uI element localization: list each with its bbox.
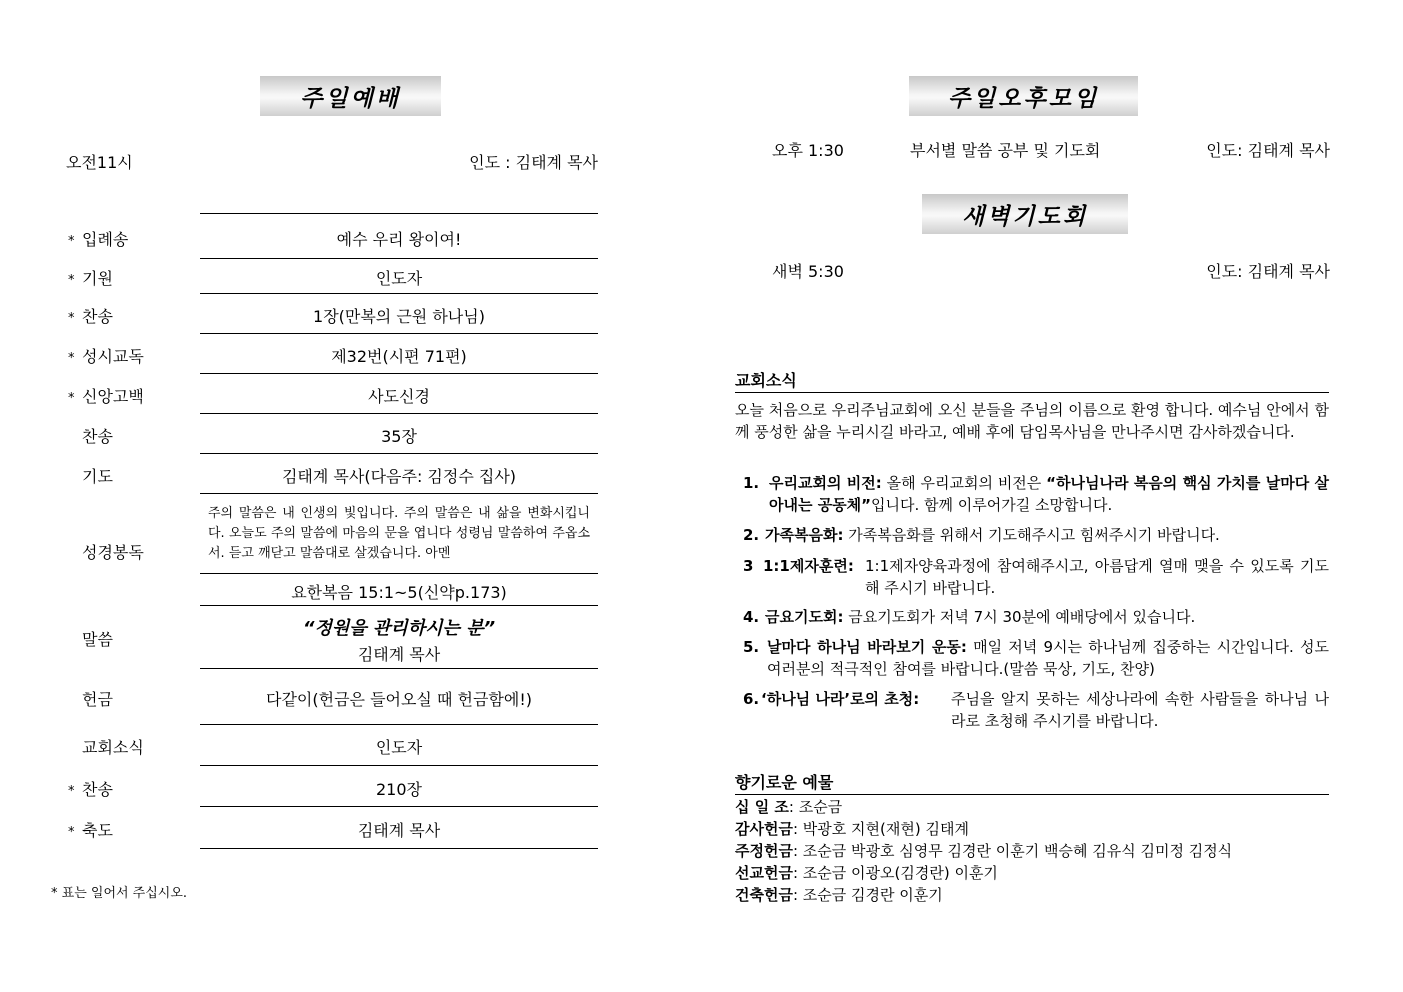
sermon-title: “정원을 관리하시는 분” bbox=[302, 618, 496, 639]
order-value-benediction: 김태계 목사 bbox=[357, 821, 441, 840]
order-label-hymn-2: 찬송 bbox=[82, 427, 113, 446]
order-label-responsive-reading: * 성시교독 bbox=[68, 347, 144, 366]
order-label-creed: * 신앙고백 bbox=[68, 387, 144, 406]
offering-heading: 향기로운 예물 bbox=[735, 770, 1329, 795]
order-label-entrance-hymn: * 입례송 bbox=[68, 230, 129, 249]
divider bbox=[200, 453, 598, 454]
sunday-service-title: 주일예배 bbox=[260, 76, 441, 116]
order-value-offering: 다같이(헌금은 들어오실 때 헌금함에!) bbox=[266, 690, 532, 709]
offering-row-mission: 선교헌금: 조순금 이광오(김경란) 이훈기 bbox=[735, 864, 998, 882]
afternoon-meeting-title: 주일오후모임 bbox=[909, 76, 1138, 116]
dawn-leader: 인도: 김태계 목사 bbox=[1206, 262, 1330, 281]
service-leader: 인도 : 김태계 목사 bbox=[469, 153, 598, 172]
divider bbox=[200, 848, 598, 849]
divider bbox=[200, 605, 598, 606]
divider bbox=[200, 724, 598, 725]
divider bbox=[200, 668, 598, 669]
order-value-hymn-1: 1장(만복의 근원 하나님) bbox=[313, 307, 485, 326]
scripture-prayer-text: 주의 말씀은 내 인생의 빛입니다. 주의 말씀은 내 삶을 변화시킵니다. 오늘도 주의 말씀에 마음의 문을 엽니다 성령님 말씀하여 주옵소서. 듣고 깨닫고 말씀대로 살겠습니다. 아멘 bbox=[208, 506, 590, 561]
order-value-prayer: 김태계 목사(다음주: 김정수 집사) bbox=[281, 467, 517, 486]
divider bbox=[200, 493, 598, 494]
dawn-prayer-title: 새벽기도회 bbox=[922, 194, 1128, 234]
divider bbox=[200, 573, 598, 574]
standing-footnote: * 표는 일어서 주십시오. bbox=[51, 886, 188, 901]
divider bbox=[200, 806, 598, 807]
order-value-responsive-reading: 제32번(시편 71편) bbox=[331, 347, 467, 366]
order-label-announcements: 교회소식 bbox=[82, 738, 144, 757]
scripture-reference: 요한복음 15:1~5(신약p.173) bbox=[291, 583, 507, 602]
order-label-hymn-1: * 찬송 bbox=[68, 307, 113, 326]
offering-row-building: 건축헌금: 조순금 김경란 이훈기 bbox=[735, 886, 943, 904]
divider bbox=[200, 765, 598, 766]
order-label-prayer: 기도 bbox=[82, 467, 113, 486]
order-label-invocation: * 기원 bbox=[68, 269, 113, 288]
order-label-closing-hymn: * 찬송 bbox=[68, 780, 113, 799]
divider bbox=[200, 413, 598, 414]
news-intro: 오늘 처음으로 우리주님교회에 오신 분들을 주님의 이름으로 환영 합니다. 예수님 안에서 함께 풍성한 삶을 누리시길 바라고, 예배 후에 담임목사님을 만나주시면 감사하겠습니다. bbox=[735, 401, 1329, 441]
dawn-time: 새벽 5:30 bbox=[772, 262, 844, 281]
afternoon-desc: 부서별 말씀 공부 및 기도회 bbox=[910, 141, 1101, 160]
afternoon-time: 오후 1:30 bbox=[772, 141, 844, 160]
order-label-offering: 헌금 bbox=[82, 690, 113, 709]
order-value-announcements: 인도자 bbox=[375, 738, 423, 757]
offering-row-thanks: 감사헌금: 박광호 지현(재현) 김태계 bbox=[735, 820, 969, 838]
news-item-5: 5. 날마다 하나님 바라보기 운동: 매일 저녁 9시는 하나님께 집중하는 시간입니다. 성도 여러분의 적극적인 참여를 바랍니다.(말씀 묵상, 기도, 찬양) bbox=[743, 638, 1329, 678]
sermon-preacher: 김태계 목사 bbox=[357, 645, 441, 664]
news-item-4: 4. 금요기도회: 금요기도회가 저녁 7시 30분에 예배당에서 있습니다. bbox=[743, 608, 1196, 626]
divider bbox=[200, 293, 598, 294]
order-value-hymn-2: 35장 bbox=[381, 427, 417, 446]
order-value-creed: 사도신경 bbox=[368, 387, 430, 406]
afternoon-leader: 인도: 김태계 목사 bbox=[1206, 141, 1330, 160]
service-time: 오전11시 bbox=[66, 153, 133, 172]
divider bbox=[200, 333, 598, 334]
order-label-benediction: * 축도 bbox=[68, 821, 113, 840]
divider bbox=[200, 213, 598, 214]
news-item-6: 6. ‘하나님 나라’로의 초청: 주님을 알지 못하는 세상나라에 속한 사람들을 하나님 나라로 초청해 주시기를 바랍니다. bbox=[743, 690, 1329, 730]
news-item-2: 2. 가족복음화: 가족복음화를 위해서 기도해주시고 힘써주시기 바랍니다. bbox=[743, 526, 1220, 544]
divider bbox=[200, 258, 598, 259]
offering-row-weekly: 주정헌금: 조순금 박광호 심영무 김경란 이훈기 백승혜 김유식 김미정 김정식 bbox=[735, 842, 1233, 860]
news-heading: 교회소식 bbox=[735, 368, 1329, 393]
order-value-invocation: 인도자 bbox=[375, 269, 423, 288]
order-label-scripture-reading: 성경봉독 bbox=[82, 543, 144, 562]
order-value-closing-hymn: 210장 bbox=[376, 780, 422, 799]
order-value-entrance-hymn: 예수 우리 왕이여! bbox=[336, 230, 462, 249]
order-label-sermon: 말씀 bbox=[82, 630, 113, 649]
news-item-3: 3 1:1제자훈련: 1:1제자양육과정에 참여해주시고, 아름답게 열매 맺을 수 있도록 기도해 주시기 바랍니다. bbox=[743, 557, 1329, 597]
divider bbox=[200, 373, 598, 374]
news-item-1: 1. 우리교회의 비전: 올해 우리교회의 비전은 “하나님나라 복음의 핵심 가치를 날마다 살아내는 공동체”입니다. 함께 이루어가길 소망합니다. bbox=[743, 474, 1329, 514]
offering-row-tithe: 십 일 조: 조순금 bbox=[735, 798, 843, 816]
